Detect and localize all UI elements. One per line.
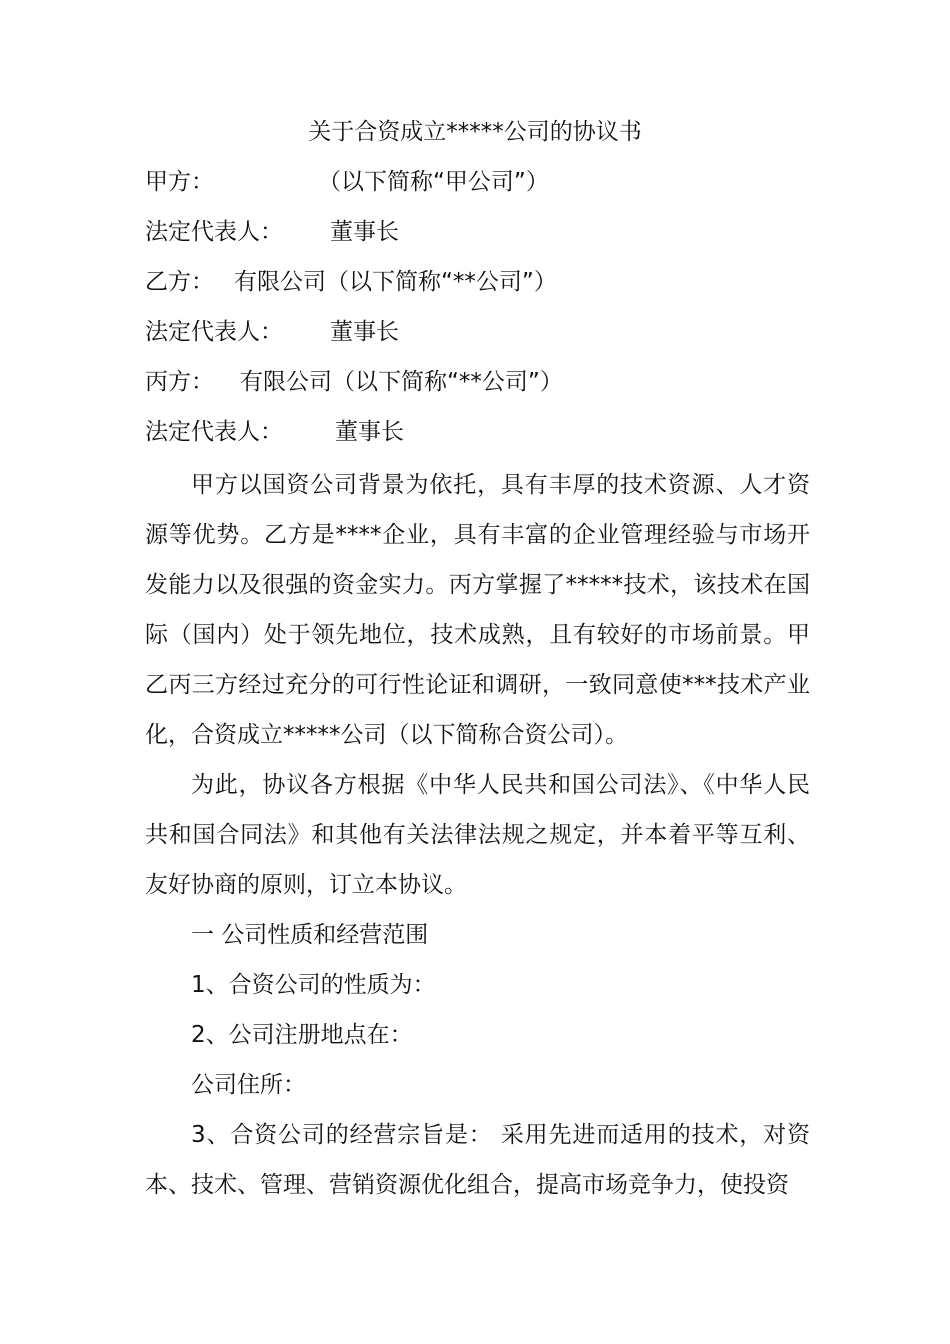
party-b-representative-value: 董事长 <box>330 319 399 345</box>
clause-company-nature: 1、合资公司的性质为： <box>191 972 436 998</box>
party-a-label: 甲方： <box>145 169 214 195</box>
party-a-representative-line <box>145 212 399 252</box>
party-c-value: 有限公司（以下简称“**公司”） <box>240 369 563 395</box>
party-b-label: 乙方： <box>145 269 214 295</box>
party-b-representative-line <box>145 312 399 352</box>
party-a-line <box>145 162 549 202</box>
clause-registration-place: 2、公司注册地点在： <box>191 1022 413 1048</box>
party-c-label: 丙方： <box>145 369 214 395</box>
legal-basis-paragraph: 为此，协议各方根据《中华人民共和国公司法》、《中华人民共和国合同法》和其他有关法律法规之规定，并本着平等互利、友好协商的原则，订立本协议。 <box>145 772 810 898</box>
background-paragraph: 甲方以国资公司背景为依托，具有丰厚的技术资源、人才资源等优势。乙方是****企业，具有丰富的企业管理经验与市场开发能力以及很强的资金实力。丙方掌握了*****技术，该技术在国际（国内）处于领先地位，技术成熟，且有较好的市场前景。甲乙丙三方经过充分的可行性论证和调研，一致同意使***技术产业化，合资成立*****公司（以下简称合资公司）。 <box>145 472 810 748</box>
party-b-line <box>145 262 557 302</box>
party-c-representative-value: 董事长 <box>335 419 404 445</box>
document-title: 关于合资成立*****公司的协议书 <box>308 119 642 145</box>
section-heading-nature-scope: 一 公司性质和经营范围 <box>191 922 429 948</box>
party-a-representative-value: 董事长 <box>330 219 399 245</box>
clause-business-purpose: 3、合资公司的经营宗旨是： 采用先进而适用的技术，对资本、技术、管理、营销资源优化组合，提高市场竞争力，使投资 <box>145 1122 810 1198</box>
party-c-representative-label: 法定代表人： <box>145 419 283 445</box>
party-b-representative-label: 法定代表人： <box>145 319 283 345</box>
agreement-body <box>145 460 810 1210</box>
party-a-representative-label: 法定代表人： <box>145 219 283 245</box>
party-c-line <box>145 362 563 402</box>
party-b-value: 有限公司（以下简称“**公司”） <box>234 269 557 295</box>
clause-company-address: 公司住所： <box>191 1072 306 1098</box>
party-c-representative-line <box>145 412 404 452</box>
party-a-value: （以下简称“甲公司”） <box>318 169 549 195</box>
